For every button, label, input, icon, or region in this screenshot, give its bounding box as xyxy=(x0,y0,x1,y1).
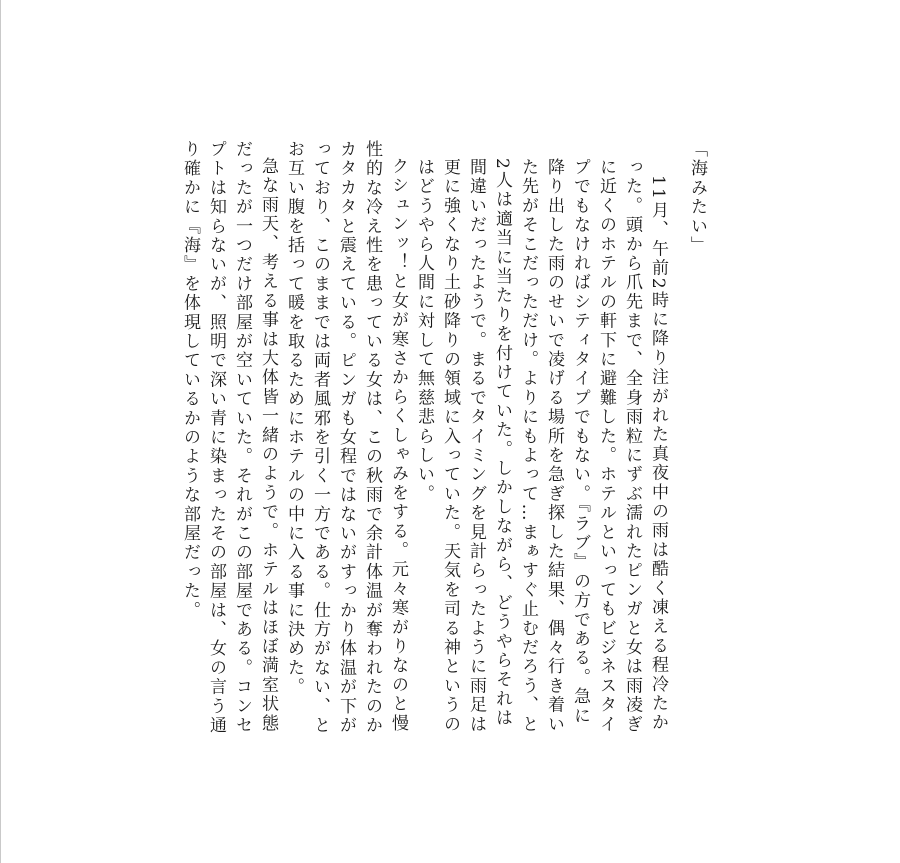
story-title: 「海みたい」 xyxy=(687,140,707,256)
page-edge-rule xyxy=(0,0,1,863)
vertical-text-page xyxy=(130,140,710,740)
paragraph-1: 11月、午前2時に降り注がれた真夜中の雨は酷く凍える程冷たかった。頭から爪先まで、全身雨粒にずぶ濡れたピンガと女は雨凌ぎに近くのホテルの軒下に避難した。ホテルといってもビジネスタイプでもなければシティタイプでもない。『ラブ』の方である。急に降り出した雨のせいで凌げる場所を急ぎ探した結果、偶々行き着いた先がそこだっただけ。よりにもよって…まぁすぐ止むだろう、と2人は適当に当たりを付けていた。しかしながら、どうやらそれは間違いだったようで。まるでタイミングを見計らったように雨足は更に強くなり土砂降りの領域に入っていた。天気を司る神というのはどうやら人間に対して無慈悲らしい。 xyxy=(414,158,668,734)
paragraph-3: 急な雨天、考える事は大体皆一緒のようで。ホテルはほぼ満室状態だったが一つだけ部屋が空いていた。それがこの部屋である。コンセプトは知らないが、照明で深い青に染まったその部屋は、女の言う通り確かに『海』を体現しているかのような部屋だった。 xyxy=(180,140,278,736)
paragraph-2: クシュンッ！と女が寒さからくしゃみをする。元々寒がりなのと慢性的な冷え性を患っている女は、この秋雨で余計体温が奪われたのかカタカタと震えている。ピンガも女程ではないがすっかり体温が下がっており、このままでは両者風邪を引く一方である。仕方がない、とお互い腹を括って暖を取るためにホテルの中に入る事に決めた。 xyxy=(284,140,408,736)
